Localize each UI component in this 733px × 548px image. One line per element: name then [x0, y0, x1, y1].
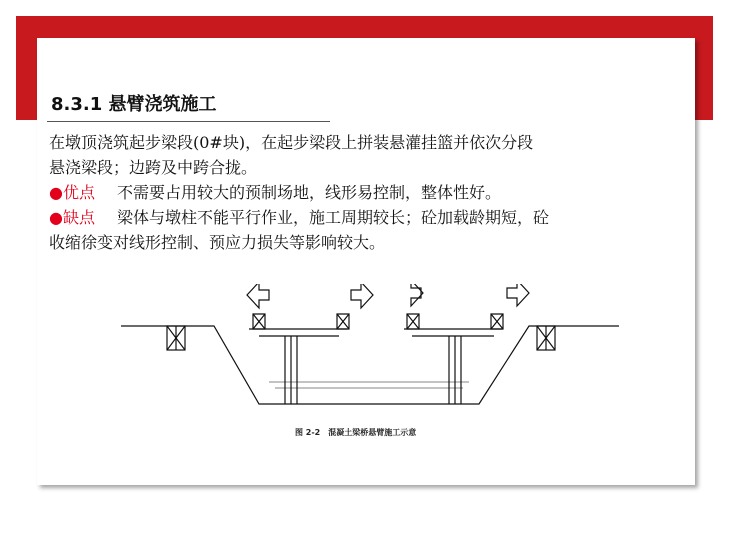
advantage-item [49, 180, 689, 205]
advantage-text: 不需要占用较大的预制场地，线形易控制，整体性好。 [116, 183, 501, 202]
left-pier-cantilever [247, 284, 373, 404]
intro-line-2: 悬浇梁段；边跨及中跨合拢。 [49, 158, 258, 177]
advantage-label: 优点 [62, 183, 95, 202]
right-pier-cantilever [404, 284, 529, 404]
cantilever-construction-diagram [119, 284, 619, 430]
disadvantage-label: 缺点 [62, 208, 95, 227]
right-abutment-trestle [537, 326, 555, 350]
left-abutment-trestle [167, 326, 185, 350]
disadvantage-item [49, 205, 689, 230]
figure-caption: 图 2-2 混凝土梁桥悬臂施工示意 [295, 428, 417, 437]
slide-body [49, 130, 689, 255]
disadvantage-text-line-1: 梁体与墩柱不能平行作业，施工周期较长；砼加载龄期短，砼 [116, 208, 549, 227]
intro-line-1: 在墩顶浇筑起步梁段(0#块)，在起步梁段上拼装悬灌挂篮并依次分段 [49, 133, 534, 152]
bullet-dot-icon: ● [49, 208, 63, 227]
title-underline [47, 121, 330, 122]
slide-panel [37, 38, 695, 485]
bullet-dot-icon: ● [49, 183, 63, 202]
riverbank-profile [121, 326, 619, 404]
section-title: 8.3.1 悬臂浇筑施工 [51, 94, 217, 115]
disadvantage-text-line-2: 收缩徐变对线形控制、预应力损失等影响较大。 [49, 233, 386, 252]
water-lines [269, 382, 469, 388]
